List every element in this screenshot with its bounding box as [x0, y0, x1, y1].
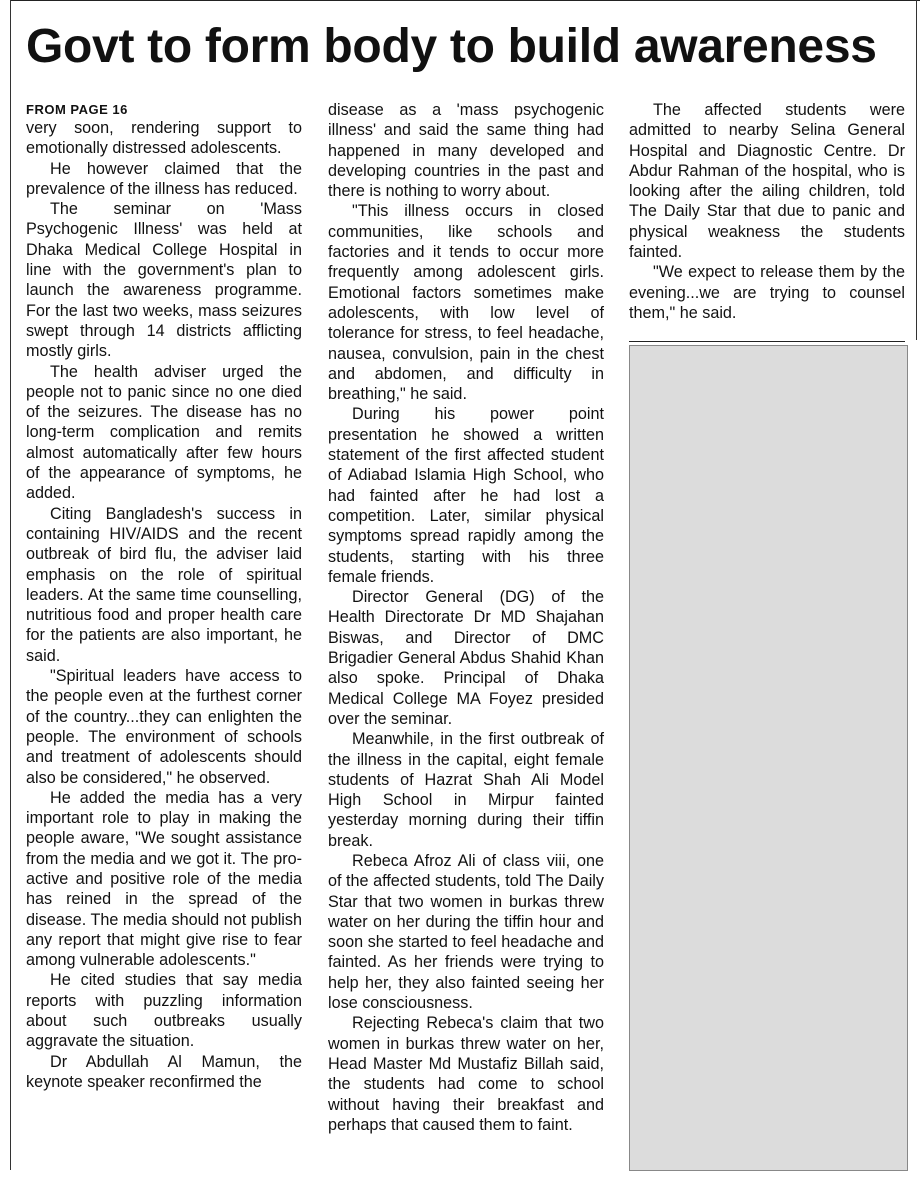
article-column-2 [328, 100, 604, 1135]
article-end-rule [629, 341, 905, 342]
paragraph: Director General (DG) of the Health Directorate Dr MD Shajahan Biswas, and Director of DMC Brigadier General Abdus Shahid Khan also spoke. Principal of Dhaka Medical College MA Foyez presided over the seminar. [328, 588, 604, 728]
paragraph: disease as a 'mass psychogenic illness' and said the same thing had happened in many developed and developing countries in the past and there is nothing to worry about. [328, 101, 604, 201]
paragraph: "Spiritual leaders have access to the people even at the furthest corner of the country...they can enlighten the people. The environment of schools and treatment of adolescents should also be considered," he observed. [26, 667, 302, 787]
advertisement-placeholder [629, 345, 908, 1171]
paragraph: very soon, rendering support to emotionally distressed adolescents. [26, 119, 302, 158]
paragraph: He added the media has a very important role to play in making the people aware, "We sought assistance from the media and we got it. The pro-active and positive role of the media has reined in the spread of the disease. The media should not publish any report that might give rise to fear among vulnerable adolescents." [26, 788, 302, 970]
article-column-3 [629, 100, 905, 342]
paragraph: Rebeca Afroz Ali of class viii, one of the affected students, told The Daily Star that two women in burkas threw water on her during the tiffin hour and soon she started to feel headache and fainted. As her friends were trying to help her, they also fainted seeing her lose consciousness. [328, 851, 604, 1013]
paragraph: The health adviser urged the people not to panic since no one died of the seizures. The disease has no long-term complication and remits almost automatically after few hours of the appearance of symptoms, he added. [26, 362, 302, 503]
column-rule-left [10, 0, 11, 1170]
article-column-1 [26, 100, 302, 1092]
paragraph: During his power point presentation he showed a written statement of the first affected student of Adiabad Islamia High School, who had fainted after he had lost a competition. Later, similar physical symptoms spread rapidly among the students, starting with his three female friends. [328, 405, 604, 586]
paragraph: Citing Bangladesh's success in containing HIV/AIDS and the recent outbreak of bird flu, the adviser laid emphasis on the role of spiritual leaders. At the same time counselling, nutritious food and proper health care for the patients are also important, he said. [26, 504, 302, 665]
jump-label: FROM PAGE 16 [26, 102, 128, 117]
paragraph: "We expect to release them by the evening...we are trying to counsel them," he said. [629, 263, 905, 322]
paragraph: The seminar on 'Mass Psychogenic Illness' was held at Dhaka Medical College Hospital in line with the government's plan to launch the awareness programme. For the last two weeks, mass seizures swept through 14 districts afflicting mostly girls. [26, 200, 302, 361]
paragraph: Rejecting Rebeca's claim that two women in burkas threw water on her, Head Master Md Mustafiz Billah said, the students had come to school without having their breakfast and perhaps that caused them to faint. [328, 1014, 604, 1134]
column-rule-right [916, 0, 917, 340]
top-rule [10, 0, 920, 1]
paragraph: He cited studies that say media reports with puzzling information about such outbreaks usually aggravate the situation. [26, 971, 302, 1051]
paragraph: "This illness occurs in closed communities, like schools and factories and it tends to occur more frequently among adolescent girls. Emotional factors sometimes make adolescents, with low level of tolerance for stress, to feel headache, nausea, convulsion, pain in the chest and abdomen, and difficulty in breathing," he said. [328, 202, 604, 404]
headline: Govt to form body to build awareness [26, 20, 877, 73]
paragraph: Dr Abdullah Al Mamun, the keynote speaker reconfirmed the [26, 1052, 302, 1091]
paragraph: He however claimed that the prevalence of the illness has reduced. [26, 159, 302, 198]
paragraph: Meanwhile, in the first outbreak of the illness in the capital, eight female students of Hazrat Shah Ali Model High School in Mirpur fainted yesterday morning during their tiffin break. [328, 730, 604, 850]
paragraph: The affected students were admitted to nearby Selina General Hospital and Diagnostic Centre. Dr Abdur Rahman of the hospital, who is looking after the ailing children, told The Daily Star that due to panic and physical weakness the students fainted. [629, 101, 905, 262]
